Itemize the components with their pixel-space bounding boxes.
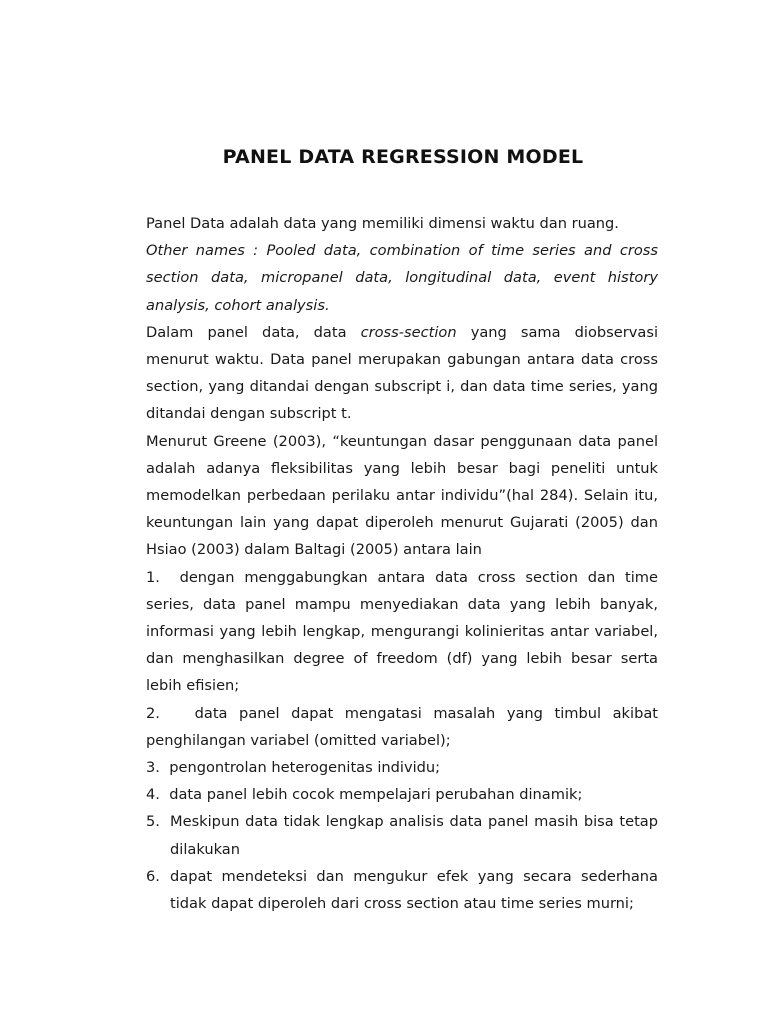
list-item-number: 1. — [146, 568, 160, 586]
list-item — [146, 564, 658, 700]
list-item — [146, 781, 658, 808]
list-item-text: pengontrolan heterogenitas individu; — [169, 759, 441, 777]
paragraph-panel-description — [146, 319, 658, 428]
list-item-text: Meskipun data tidak lengkap analisis data panel masih bisa tetap dilakukan — [170, 813, 658, 858]
list-item-number: 5. — [146, 813, 160, 831]
list-item — [146, 700, 658, 754]
list-item-text: dapat mendeteksi dan mengukur efek yang secara sederhana tidak dapat diperoleh dari cross section atau time series murni; — [170, 867, 658, 913]
list-item — [146, 808, 658, 862]
paragraph-panel-description-start: Dalam panel data, data — [146, 323, 361, 341]
paragraph-panel-description-end: yang sama diobservasi menurut waktu. Data panel merupakan gabungan antara data cross section, yang ditandai dengan subscript i, dan data time series, yang ditandai dengan subscript t. — [146, 323, 658, 423]
list-item-number: 2. — [146, 704, 160, 722]
paragraph-definition: Panel Data adalah data yang memiliki dimensi waktu dan ruang. — [146, 215, 619, 232]
cross-section-term: cross-section — [360, 323, 457, 341]
list-item-text: data panel lebih cocok mempelajari perubahan dinamik; — [169, 786, 583, 804]
list-item-number: 3. — [146, 759, 160, 777]
list-item-number: 4. — [146, 786, 160, 804]
page-title: PANEL DATA REGRESSION MODEL — [222, 146, 584, 168]
list-item-text: dengan menggabungkan antara data cross section dan time series, data panel mampu menyediakan data yang lebih banyak, informasi yang lebih lengkap, mengurangi kolinieritas antar variabel, dan menghasilkan degree of freedom (df) yang lebih besar serta lebih efisien; — [146, 568, 658, 695]
list-item-number: 6. — [146, 867, 160, 885]
paragraph-greene-quote: Menurut Greene (2003), “keuntungan dasar penggunaan data panel adalah adanya fleksibilitas yang lebih besar bagi peneliti untuk memodelkan perbedaan perilaku antar individu”(hal 284). Selain itu, keuntungan lain yang dapat diperoleh menurut Gujarati (2005) dan Hsiao (2003) dalam Baltagi (2005) antara lain — [146, 432, 658, 559]
list-item — [146, 863, 658, 917]
list-item-text: data panel dapat mengatasi masalah yang timbul akibat penghilangan variabel (omitted variabel); — [146, 704, 658, 749]
document-body — [146, 210, 658, 917]
list-item — [146, 754, 658, 781]
paragraph-other-names: Other names : Pooled data, combination of time series and cross section data, micropanel data, longitudinal data, event history analysis, cohort analysis. — [146, 242, 658, 314]
advantages-list — [146, 564, 658, 918]
